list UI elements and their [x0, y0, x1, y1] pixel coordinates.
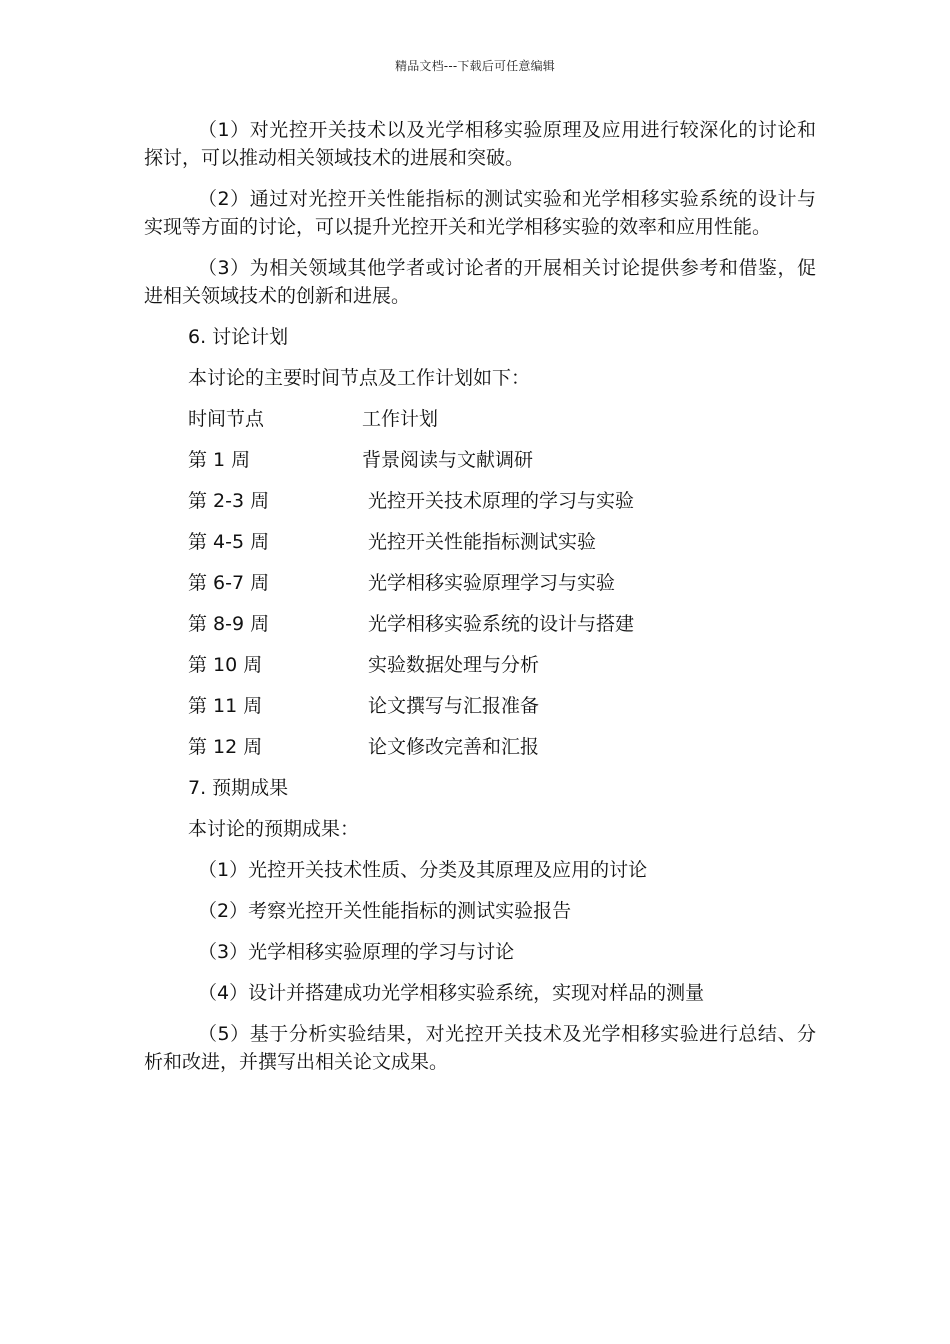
- intro-paragraph-1: （1）对光控开关技术以及光学相移实验原理及应用进行较深化的讨论和探讨，可以推动相关领域技术的进展和突破。: [144, 119, 816, 169]
- col-header-time: 时间节点: [188, 408, 265, 430]
- table-row: [144, 610, 816, 638]
- section-heading-plan: 6. 讨论计划: [188, 326, 289, 348]
- list-item: （1）光控开关技术性质、分类及其原理及应用的讨论: [198, 859, 648, 881]
- row-time: 第 10 周: [188, 654, 263, 676]
- document-body: [144, 116, 816, 1089]
- table-row: [144, 651, 816, 679]
- list-item: （4）设计并搭建成功光学相移实验系统，实现对样品的测量: [198, 982, 705, 1004]
- row-task: 实验数据处理与分析: [368, 654, 540, 676]
- row-task: 论文撰写与汇报准备: [368, 695, 540, 717]
- intro-paragraph-3: （3）为相关领域其他学者或讨论者的开展相关讨论提供参考和借鉴，促进相关领域技术的创新和进展。: [144, 257, 816, 307]
- plan-table-header: [144, 405, 816, 433]
- plan-intro: 本讨论的主要时间节点及工作计划如下：: [188, 367, 531, 389]
- table-row: [144, 692, 816, 720]
- col-header-task: 工作计划: [362, 408, 439, 430]
- row-time: 第 8-9 周: [188, 613, 270, 635]
- row-time: 第 1 周: [188, 449, 251, 471]
- table-row: [144, 569, 816, 597]
- row-task: 光控开关性能指标测试实验: [368, 531, 597, 553]
- row-time: 第 12 周: [188, 736, 263, 758]
- section-heading-results: 7. 预期成果: [188, 777, 289, 799]
- list-item: （3）光学相移实验原理的学习与讨论: [198, 941, 515, 963]
- intro-paragraph-2: （2）通过对光控开关性能指标的测试实验和光学相移实验系统的设计与实现等方面的讨论，可以提升光控开关和光学相移实验的效率和应用性能。: [144, 188, 816, 238]
- row-task: 光学相移实验系统的设计与搭建: [368, 613, 635, 635]
- list-item: （2）考察光控开关性能指标的测试实验报告: [198, 900, 572, 922]
- results-final-paragraph: （5）基于分析实验结果，对光控开关技术及光学相移实验进行总结、分析和改进，并撰写出相关论文成果。: [144, 1023, 816, 1073]
- table-row: [144, 528, 816, 556]
- row-time: 第 11 周: [188, 695, 263, 717]
- table-row: [144, 446, 816, 474]
- row-task: 论文修改完善和汇报: [368, 736, 540, 758]
- table-row: [144, 733, 816, 761]
- results-intro: 本讨论的预期成果：: [188, 818, 360, 840]
- row-time: 第 2-3 周: [188, 490, 270, 512]
- row-time: 第 4-5 周: [188, 531, 270, 553]
- row-task: 光控开关技术原理的学习与实验: [368, 490, 635, 512]
- table-row: [144, 487, 816, 515]
- page-header: 精品文档---下载后可任意编辑: [395, 59, 555, 73]
- row-task: 背景阅读与文献调研: [362, 449, 534, 471]
- row-time: 第 6-7 周: [188, 572, 270, 594]
- row-task: 光学相移实验原理学习与实验: [368, 572, 616, 594]
